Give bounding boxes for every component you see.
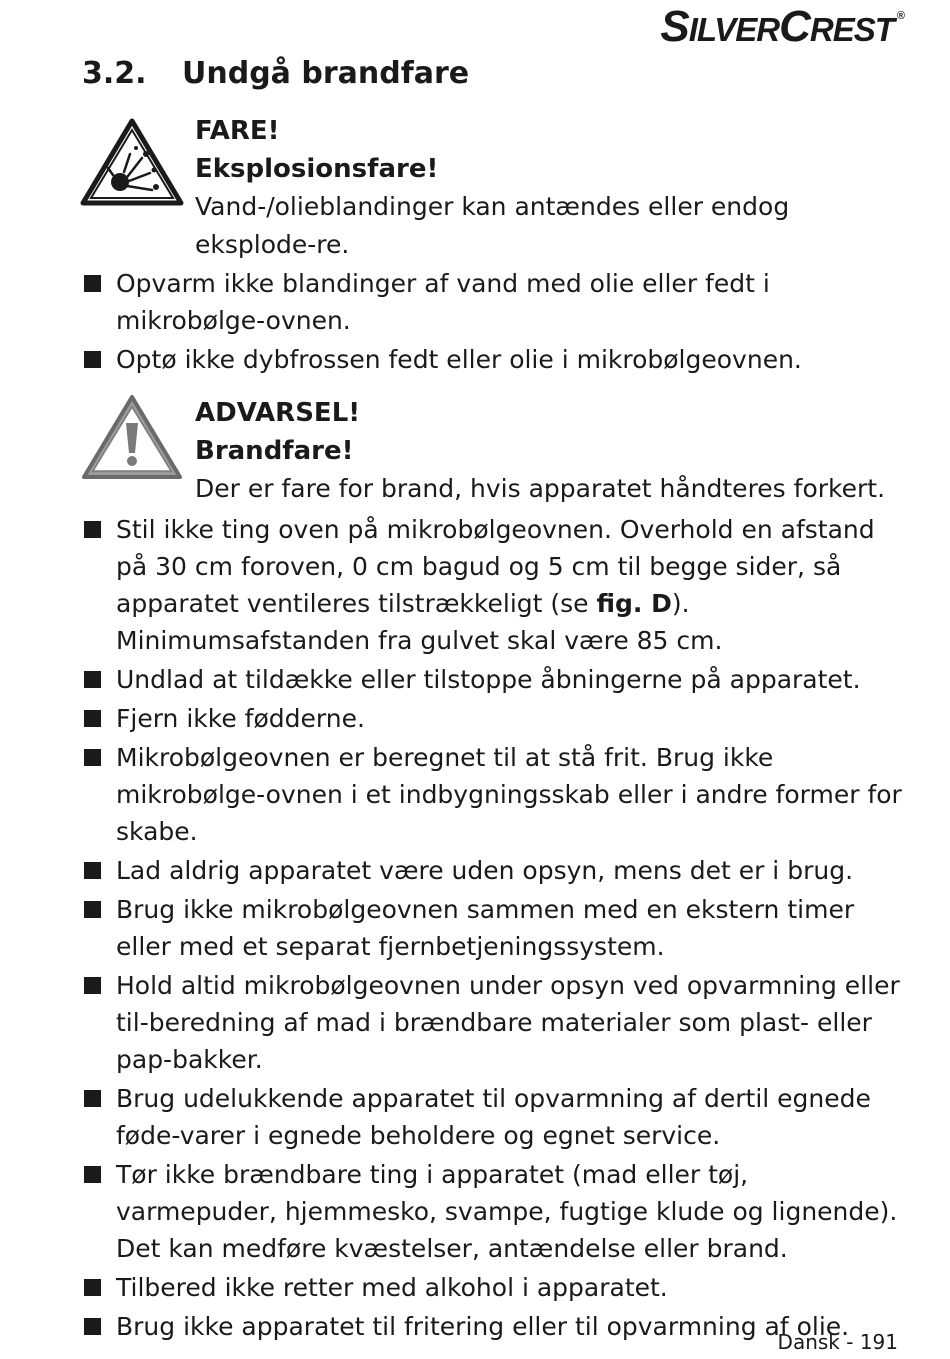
bullet-square-icon: [84, 1090, 101, 1107]
warning-block-danger: [195, 112, 910, 264]
bullet-square-icon: [84, 521, 101, 538]
hazard-title: Brandfare!: [195, 436, 354, 466]
list-item: Brug ikke mikrobølgeovnen sammen med en ekstern timer eller med et separat fjernbetjeningssystem.: [82, 891, 910, 965]
list-item: Stil ikke ting oven på mikrobølgeovnen. Overhold en afstand på 30 cm foroven, 0 cm bagud og 5 cm til begge sider, så apparatet ventileres tilstrækkeligt (se fig. D). Minimumsafstanden fra gulvet skal være 85 cm.: [82, 511, 910, 659]
bullet-square-icon: [84, 710, 101, 727]
warning-text: Der er fare for brand, hvis apparatet håndteres forkert.: [195, 474, 886, 503]
bullet-square-icon: [84, 275, 101, 292]
silvercrest-logo: SILVERCREST ®: [660, 2, 904, 51]
list-item: Brug udelukkende apparatet til opvarmning af dertil egnede føde-varer i egnede beholdere og egnet service.: [82, 1080, 910, 1154]
warning-block-caution: [195, 394, 910, 508]
general-warning-icon: [80, 393, 184, 481]
list-item: Tør ikke brændbare ting i apparatet (mad eller tøj, varmepuder, hjemmesko, svampe, fugtige klude og lignende). Det kan medføre kvæstelser, antændelse eller brand.: [82, 1156, 910, 1267]
signal-word: ADVARSEL!: [195, 398, 361, 428]
list-item: Undlad at tildække eller tilstoppe åbningerne på apparatet.: [82, 661, 910, 698]
section-title: Undgå brandfare: [182, 56, 470, 91]
bullet-square-icon: [84, 901, 101, 918]
signal-word: FARE!: [195, 116, 280, 146]
section-number: 3.2.: [82, 56, 147, 91]
figure-reference: fig. D: [596, 589, 672, 618]
bullet-square-icon: [84, 862, 101, 879]
list-item: Brug ikke apparatet til fritering eller til opvarmning af olie.: [82, 1308, 910, 1345]
bullet-square-icon: [84, 351, 101, 368]
list-item: Opvarm ikke blandinger af vand med olie eller fedt i mikrobølge-ovnen.: [82, 265, 910, 339]
warning-text: Vand-/olieblandinger kan antændes eller endog eksplode-re.: [195, 192, 790, 259]
page-footer: Dansk - 191: [777, 1330, 898, 1354]
list-item: Hold altid mikrobølgeovnen under opsyn ved opvarmning eller til-beredning af mad i brændbare materialer som plast- eller pap-bakker.: [82, 967, 910, 1078]
bullet-square-icon: [84, 671, 101, 688]
bullet-square-icon: [84, 1318, 101, 1335]
list-item: Fjern ikke fødderne.: [82, 700, 910, 737]
explosion-hazard-icon: [80, 118, 184, 206]
bullet-list-2: [82, 511, 910, 1345]
list-item: Optø ikke dybfrossen fedt eller olie i mikrobølgeovnen.: [82, 341, 910, 378]
bullet-square-icon: [84, 977, 101, 994]
hazard-title: Eksplosionsfare!: [195, 154, 439, 184]
list-item: Mikrobølgeovnen er beregnet til at stå frit. Brug ikke mikrobølge-ovnen i et indbygningsskab eller i andre former for skabe.: [82, 739, 910, 850]
list-item: Tilbered ikke retter med alkohol i apparatet.: [82, 1269, 910, 1306]
section-heading: [82, 56, 469, 91]
list-item: Lad aldrig apparatet være uden opsyn, mens det er i brug.: [82, 852, 910, 889]
bullet-square-icon: [84, 1279, 101, 1296]
bullet-list-1: [82, 265, 910, 378]
bullet-square-icon: [84, 749, 101, 766]
bullet-square-icon: [84, 1166, 101, 1183]
